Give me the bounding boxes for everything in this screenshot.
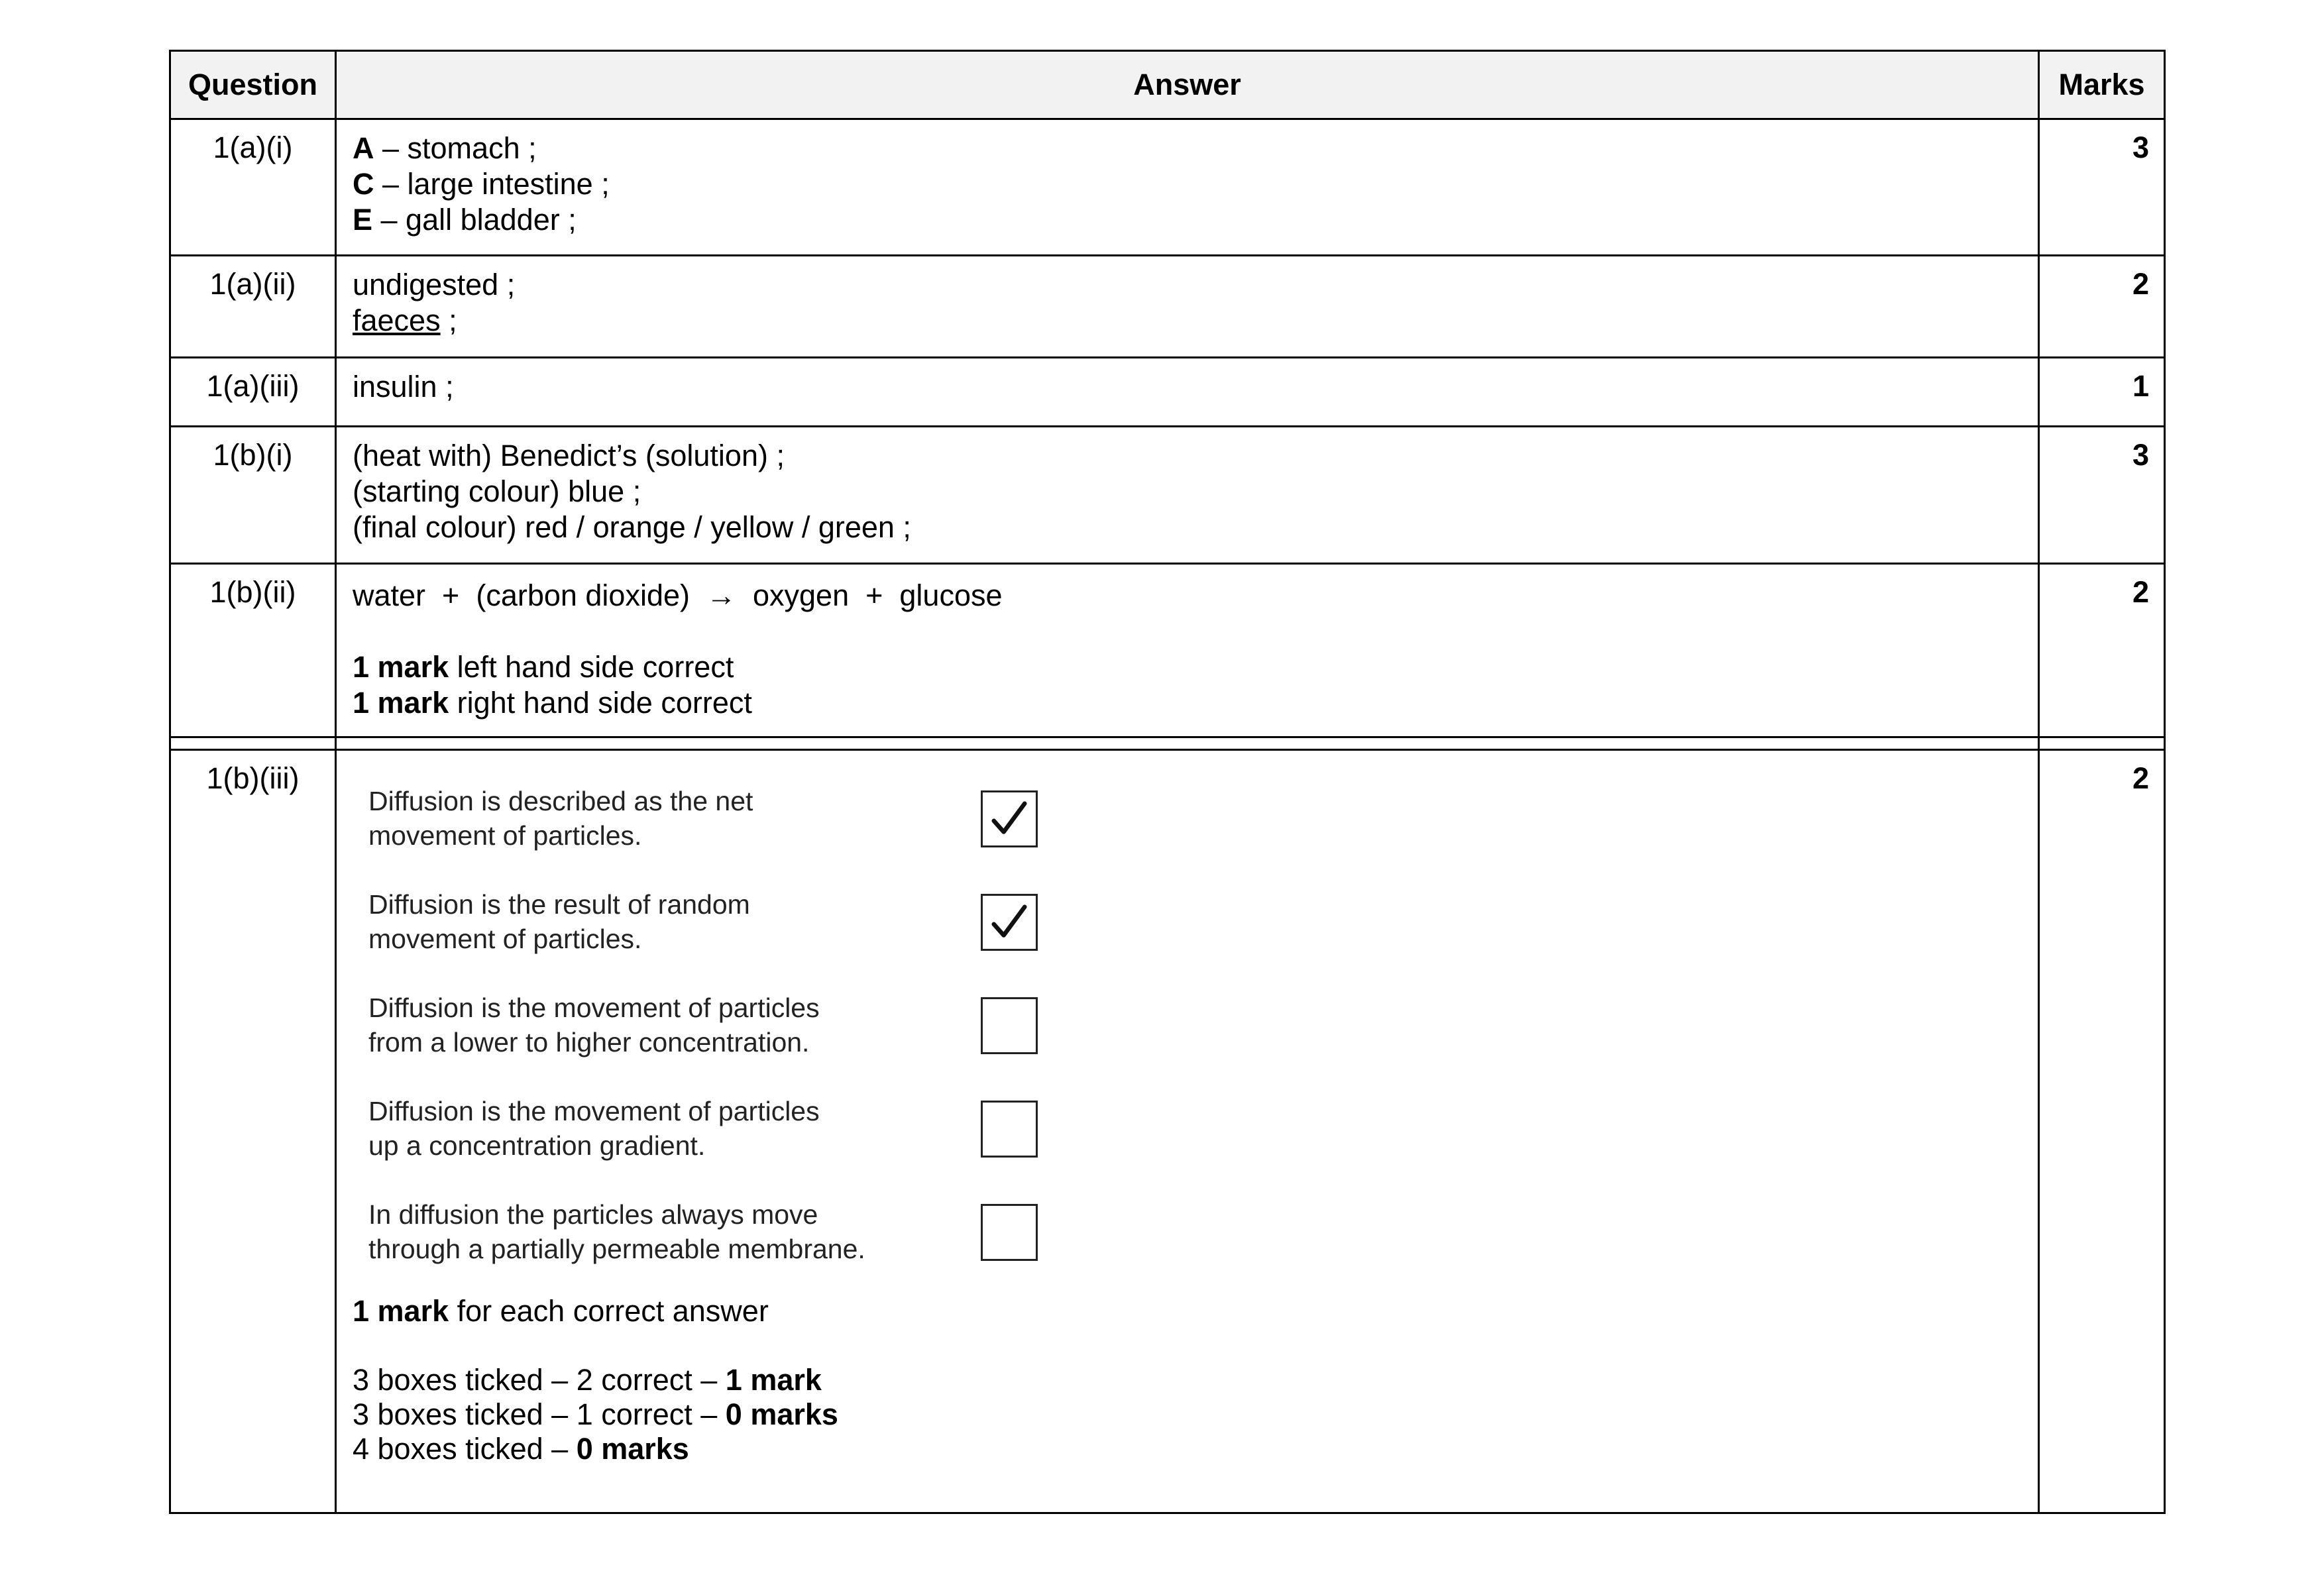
- tick-box-1[interactable]: [981, 790, 1038, 847]
- question-number: 1(a)(iii): [170, 358, 336, 427]
- statement-text: movement of particles.: [368, 820, 642, 851]
- marking-notes: [353, 1294, 2038, 1466]
- question-number: 1(a)(i): [170, 119, 336, 256]
- check-icon: [983, 792, 1036, 845]
- answer-text: – large intestine ;: [374, 167, 610, 201]
- answer-line: [353, 685, 2038, 721]
- mark-label: 1 mark: [353, 650, 449, 684]
- answer-text: – stomach ;: [374, 131, 537, 165]
- answer-line: insulin ;: [353, 370, 454, 404]
- answer-line: [353, 303, 2038, 339]
- check-icon: [983, 896, 1036, 949]
- tick-box-4[interactable]: [981, 1101, 1038, 1158]
- note-line: [353, 1294, 2038, 1328]
- question-number: 1(b)(i): [170, 427, 336, 564]
- tick-box-5[interactable]: [981, 1204, 1038, 1261]
- mark-scheme-page: [169, 50, 2164, 1514]
- marks-value: 2: [2039, 256, 2165, 358]
- statement-text: movement of particles.: [368, 924, 642, 954]
- note-line: [353, 1432, 2038, 1466]
- word-equation: water + (carbon dioxide) → oxygen + glucose: [353, 578, 1003, 612]
- answer-cell: [336, 256, 2039, 358]
- statement-1: [368, 784, 1031, 853]
- note-text: 3 boxes ticked – 2 correct –: [353, 1363, 726, 1397]
- mark-label: 0 marks: [576, 1432, 689, 1466]
- answer-text: left hand side correct: [449, 650, 734, 684]
- marks-value: 3: [2039, 427, 2165, 564]
- statement-text: from a lower to higher concentration.: [368, 1027, 810, 1057]
- answer-letter: C: [353, 167, 374, 201]
- note-line: [353, 1363, 2038, 1397]
- table-row: [170, 256, 2165, 358]
- note-text: 4 boxes ticked –: [353, 1432, 577, 1466]
- separator-row: [170, 737, 2165, 750]
- answer-line: [353, 131, 2038, 166]
- statement-3: [368, 991, 1031, 1059]
- header-row: [170, 51, 2165, 119]
- answer-text: ;: [440, 303, 457, 337]
- tick-box-3[interactable]: [981, 997, 1038, 1054]
- answer-letter: A: [353, 131, 374, 165]
- underlined-term: faeces: [353, 303, 441, 337]
- table-row: [170, 119, 2165, 256]
- header-question: Question: [170, 51, 336, 119]
- answer-line: (heat with) Benedict’s (solution) ;: [353, 439, 785, 472]
- statement-2: [368, 887, 1031, 956]
- answer-cell: [336, 358, 2039, 427]
- answer-line: [353, 166, 2038, 202]
- answer-line: undigested ;: [353, 268, 516, 301]
- header-marks: Marks: [2039, 51, 2165, 119]
- question-number: 1(a)(ii): [170, 256, 336, 358]
- table-row: [170, 750, 2165, 1513]
- table-row: [170, 564, 2165, 737]
- marks-value: 3: [2039, 119, 2165, 256]
- header-answer: Answer: [336, 51, 2039, 119]
- tick-box-panel: [353, 751, 2038, 1264]
- note-text: 3 boxes ticked – 1 correct –: [353, 1397, 726, 1431]
- mark-label: 1 mark: [353, 686, 449, 720]
- statement-text: Diffusion is the result of random: [368, 889, 750, 920]
- marks-value: 2: [2039, 564, 2165, 737]
- mark-scheme-table: [169, 50, 2166, 1514]
- answer-cell: [336, 564, 2039, 737]
- statement-4: [368, 1094, 1031, 1163]
- answer-line: (starting colour) blue ;: [353, 474, 641, 508]
- statement-text: through a partially permeable membrane.: [368, 1234, 865, 1264]
- statement-text: Diffusion is the movement of particles: [368, 993, 820, 1023]
- question-number: 1(b)(iii): [170, 750, 336, 1513]
- table-row: [170, 427, 2165, 564]
- answer-cell: [336, 750, 2039, 1513]
- statement-text: Diffusion is described as the net: [368, 786, 753, 816]
- answer-line: [353, 202, 2038, 238]
- answer-line: (final colour) red / orange / yellow / green ;: [353, 510, 911, 544]
- separator-cell: [170, 737, 336, 750]
- answer-cell: [336, 427, 2039, 564]
- table-row: [170, 358, 2165, 427]
- marks-value: 1: [2039, 358, 2165, 427]
- note-text: for each correct answer: [449, 1294, 769, 1328]
- answer-letter: E: [353, 203, 373, 237]
- tick-box-2[interactable]: [981, 894, 1038, 951]
- answer-cell: [336, 119, 2039, 256]
- mark-label: 1 mark: [725, 1363, 822, 1397]
- statement-text: up a concentration gradient.: [368, 1130, 706, 1161]
- answer-line: [353, 649, 2038, 685]
- statement-5: [368, 1197, 1031, 1266]
- note-line: [353, 1397, 2038, 1432]
- answer-text: – gall bladder ;: [372, 203, 577, 237]
- answer-text: right hand side correct: [449, 686, 752, 720]
- statement-text: In diffusion the particles always move: [368, 1199, 818, 1230]
- mark-label: 1 mark: [353, 1294, 449, 1328]
- mark-label: 0 marks: [725, 1397, 838, 1431]
- separator-cell: [2039, 737, 2165, 750]
- marks-value: 2: [2039, 750, 2165, 1513]
- question-number: 1(b)(ii): [170, 564, 336, 737]
- separator-cell: [336, 737, 2039, 750]
- statement-text: Diffusion is the movement of particles: [368, 1096, 820, 1126]
